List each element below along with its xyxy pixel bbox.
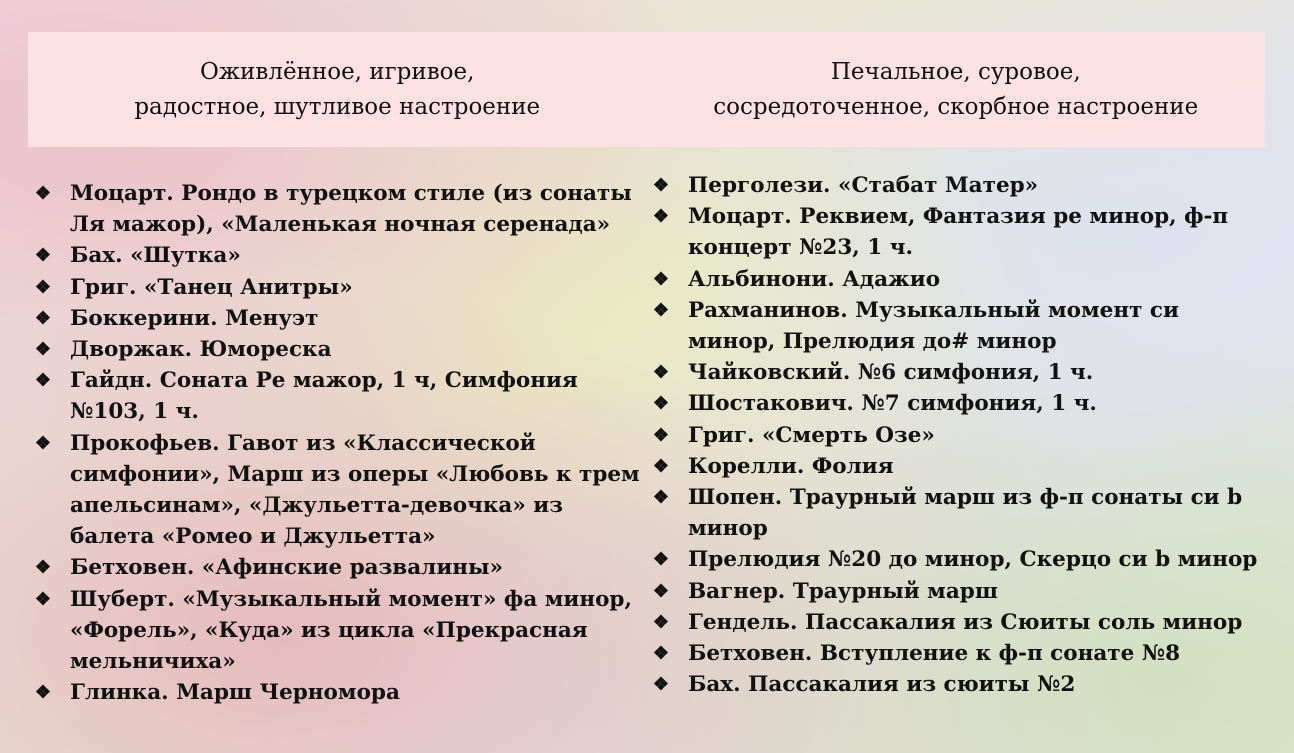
header-band	[28, 32, 1265, 147]
list-item-text: Прокофьев. Гавот из «Классической симфонии», Марш из оперы «Любовь к трем апельсинам», «Джульетта-девочка» из балета «Ромео и Джульетта»	[70, 430, 640, 550]
diamond-bullet-icon: ❖	[652, 674, 670, 696]
diamond-bullet-icon: ❖	[652, 362, 670, 384]
list-item	[652, 201, 1272, 263]
list-item-text: Бах. Пассакалия из сюиты №2	[688, 672, 1076, 698]
diamond-bullet-icon: ❖	[34, 183, 52, 204]
list-item-text: Корелли. Фолия	[688, 453, 894, 479]
diamond-bullet-icon: ❖	[652, 393, 670, 415]
list-item-text: Глинка. Марш Черномора	[70, 680, 400, 706]
list-item	[652, 388, 1272, 419]
list-item	[652, 420, 1272, 451]
diamond-bullet-icon: ❖	[652, 643, 670, 665]
list-item	[34, 178, 654, 240]
diamond-bullet-icon: ❖	[652, 580, 670, 602]
list-item-text: Дворжак. Юмореска	[70, 337, 332, 363]
header-left	[28, 32, 647, 147]
list-item-text: Шопен. Траурный марш из ф-п сонаты си b минор	[688, 485, 1243, 542]
diamond-bullet-icon: ❖	[34, 588, 52, 610]
diamond-bullet-icon: ❖	[34, 682, 52, 704]
list-item-text: Григ. «Танец Анитры»	[70, 274, 353, 300]
list-item	[652, 357, 1272, 388]
list-item	[34, 303, 654, 334]
diamond-bullet-icon: ❖	[652, 206, 670, 228]
diamond-bullet-icon: ❖	[652, 549, 670, 571]
list-item-text: Прелюдия №20 до минор, Скерцо си b минор	[688, 547, 1258, 573]
list-item-text: Бетховен. Вступление к ф-п сонате №8	[688, 641, 1181, 667]
list-item-text: Боккерини. Менуэт	[70, 305, 319, 331]
diamond-bullet-icon: ❖	[652, 299, 670, 321]
list-item-text: Григ. «Смерть Озе»	[688, 422, 935, 448]
diamond-bullet-icon: ❖	[652, 175, 670, 196]
diamond-bullet-icon: ❖	[652, 487, 670, 509]
list-item	[34, 677, 654, 708]
list-item	[34, 365, 654, 427]
list-item	[652, 607, 1272, 638]
sad-mood-list	[652, 170, 1272, 700]
list-item-text: Шостакович. №7 симфония, 1 ч.	[688, 391, 1097, 417]
list-item-text: Шуберт. «Музыкальный момент» фа минор, «Форель», «Куда» из цикла «Прекрасная мельничиха»	[70, 586, 632, 675]
header-right	[647, 32, 1266, 147]
header-left-line2: радостное, шутливое настроение	[134, 93, 541, 120]
list-item-text: Перголези. «Стабат Матер»	[688, 173, 1039, 198]
list-item	[34, 272, 654, 303]
list-item	[34, 428, 654, 553]
header-right-line2: сосредоточенное, скорбное настроение	[713, 93, 1199, 120]
diamond-bullet-icon: ❖	[34, 370, 52, 392]
diamond-bullet-icon: ❖	[34, 432, 52, 454]
cheerful-mood-list	[34, 178, 654, 708]
list-item-text: Чайковский. №6 симфония, 1 ч.	[688, 360, 1094, 386]
diamond-bullet-icon: ❖	[652, 268, 670, 290]
list-item	[652, 576, 1272, 607]
header-left-line1: Оживлённое, игривое,	[200, 58, 475, 85]
list-item	[652, 482, 1272, 544]
list-item-text: Гайдн. Соната Ре мажор, 1 ч, Симфония №103, 1 ч.	[70, 368, 578, 425]
diamond-bullet-icon: ❖	[34, 276, 52, 298]
list-item	[652, 544, 1272, 575]
list-item-text: Бах. «Шутка»	[70, 243, 241, 269]
list-item	[34, 240, 654, 271]
diamond-bullet-icon: ❖	[34, 245, 52, 267]
list-item	[34, 584, 654, 678]
list-item-text: Моцарт. Реквием, Фантазия ре минор, ф-п концерт №23, 1 ч.	[688, 204, 1229, 261]
list-item	[652, 170, 1272, 201]
diamond-bullet-icon: ❖	[34, 339, 52, 361]
diamond-bullet-icon: ❖	[652, 455, 670, 477]
list-item	[652, 264, 1272, 295]
list-item	[652, 295, 1272, 357]
list-item	[34, 334, 654, 365]
diamond-bullet-icon: ❖	[34, 557, 52, 579]
list-item-text: Бетховен. «Афинские развалины»	[70, 555, 503, 581]
list-item-text: Рахманинов. Музыкальный момент си минор, Прелюдия до# минор	[688, 297, 1179, 355]
diamond-bullet-icon: ❖	[652, 424, 670, 446]
list-item-text: Гендель. Пассакалия из Сюиты соль минор	[688, 609, 1243, 635]
diamond-bullet-icon: ❖	[34, 307, 52, 329]
list-item-text: Вагнер. Траурный марш	[688, 578, 998, 604]
header-right-line1: Печальное, суровое,	[830, 58, 1081, 85]
list-item	[34, 552, 654, 583]
list-item	[652, 451, 1272, 482]
list-item	[652, 669, 1272, 700]
list-item	[652, 638, 1272, 669]
list-item-text: Альбинони. Адажио	[688, 266, 941, 292]
list-item-text: Моцарт. Рондо в турецком стиле (из сонаты Ля мажор), «Маленькая ночная серенада»	[70, 181, 632, 238]
diamond-bullet-icon: ❖	[652, 611, 670, 633]
